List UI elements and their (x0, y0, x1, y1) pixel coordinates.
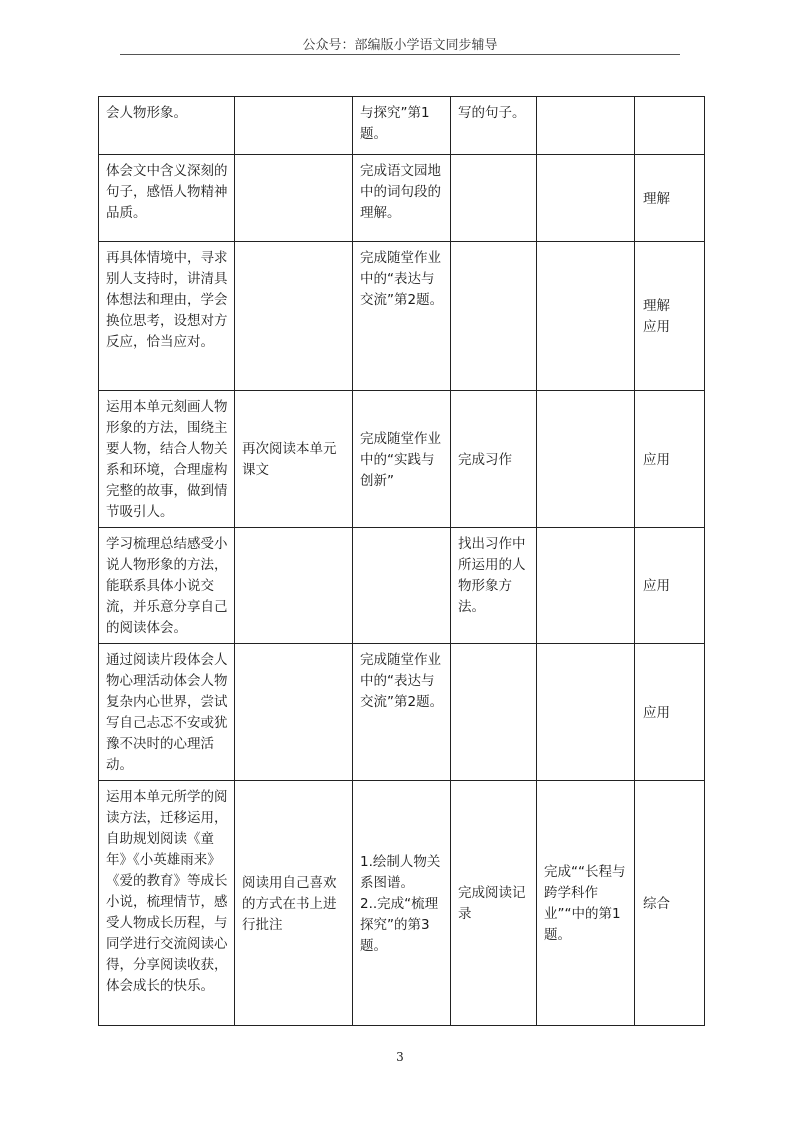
practice-cell: 完成阅读记录 (451, 781, 537, 1026)
extension-cell (537, 644, 635, 781)
goal-cell: 运用本单元刻画人物形象的方法，围绕主要人物，结合人物关系和环境，合理虚构完整的故事，做到情节吸引人。 (99, 391, 235, 528)
reading-cell (235, 97, 353, 155)
exercise-text: 完成随堂作业中的“实践与创新” (360, 430, 441, 489)
level-cell (635, 242, 705, 391)
extension-cell (537, 528, 635, 644)
reading-cell: 阅读用自己喜欢的方式在书上进行批注 (235, 781, 353, 1026)
goal-cell: 运用本单元所学的阅读方法，迁移运用，自助规划阅读《童年》《小英雄雨来》《爱的教育》等成长小说，梳理情节，感受人物成长历程，与同学进行交流阅读心得，分享阅读收获，体会成长的快乐。 (99, 781, 235, 1026)
extension-cell (537, 97, 635, 155)
level-text: 应用 (643, 319, 670, 335)
level-text: 应用 (643, 451, 670, 468)
table-row (99, 242, 705, 391)
practice-cell: 完成习作 (451, 391, 537, 528)
level-cell (635, 97, 705, 155)
table-row (99, 97, 705, 155)
level-cell (635, 781, 705, 1026)
practice-cell (451, 644, 537, 781)
level-cell (635, 155, 705, 242)
extension-cell: 完成““长程与跨学科作业”“中的第1题。 (537, 781, 635, 1026)
level-text: 应用 (643, 578, 670, 594)
practice-cell: 找出习作中所运用的人物形象方法。 (451, 528, 537, 644)
reading-cell (235, 155, 353, 242)
goal-cell: 体会文中含义深刻的句子，感悟人物精神品质。 (99, 155, 235, 242)
exercise-text: 1.绘制人物关系图谱。 (360, 853, 441, 891)
header-divider (120, 54, 680, 55)
exercise-cell (353, 155, 451, 242)
extension-cell (537, 155, 635, 242)
goal-cell: 学习梳理总结感受小说人物形象的方法，能联系具体小说交流，并乐意分享自己的阅读体会。 (99, 528, 235, 644)
goal-cell: 再具体情境中，寻求别人支持时，讲清具体想法和理由，学会换位思考，设想对方反应，恰当应对。 (99, 242, 235, 391)
exercise-text: 完成随堂作业中的“表达与交流”第2题。 (360, 250, 444, 308)
table-row (99, 155, 705, 242)
exercise-cell (353, 781, 451, 1026)
level-text: 理解 (643, 298, 670, 314)
exercise-cell (353, 644, 451, 781)
goal-cell: 会人物形象。 (99, 97, 235, 155)
page-header: 公众号：部编版小学语文同步辅导 (302, 38, 498, 53)
exercise-cell (353, 242, 451, 391)
reading-cell (235, 528, 353, 644)
practice-cell (451, 242, 537, 391)
level-text: 综合 (643, 895, 670, 912)
table-row (99, 391, 705, 528)
extension-cell (537, 242, 635, 391)
exercise-cell (353, 97, 451, 155)
exercise-cell (353, 528, 451, 644)
table-row (99, 528, 705, 644)
reading-cell (235, 644, 353, 781)
level-cell (635, 644, 705, 781)
exercise-text: 与探究”第1题。 (360, 105, 430, 142)
page-number: 3 (396, 1050, 404, 1064)
table-row (99, 781, 705, 1026)
practice-cell (451, 155, 537, 242)
practice-cell: 写的句子。 (451, 97, 537, 155)
exercise-cell (353, 391, 451, 528)
level-text: 理解 (643, 190, 670, 207)
level-text: 应用 (643, 704, 670, 721)
reading-cell (235, 242, 353, 391)
exercise-text: 完成随堂作业中的“表达与交流”第2题。 (360, 652, 444, 710)
goal-cell: 通过阅读片段体会人物心理活动体会人物复杂内心世界，尝试写自己忐忑不安或犹豫不决时的心理活动。 (99, 644, 235, 781)
table-row (99, 644, 705, 781)
extension-cell (537, 391, 635, 528)
exercise-text: 完成语文园地中的词句段的理解。 (360, 163, 441, 221)
level-cell (635, 391, 705, 528)
exercise-text: 2..完成“梳理探究”的第3题。 (360, 895, 439, 954)
level-cell (635, 528, 705, 644)
assignment-table (98, 96, 705, 1026)
reading-cell: 再次阅读本单元课文 (235, 391, 353, 528)
